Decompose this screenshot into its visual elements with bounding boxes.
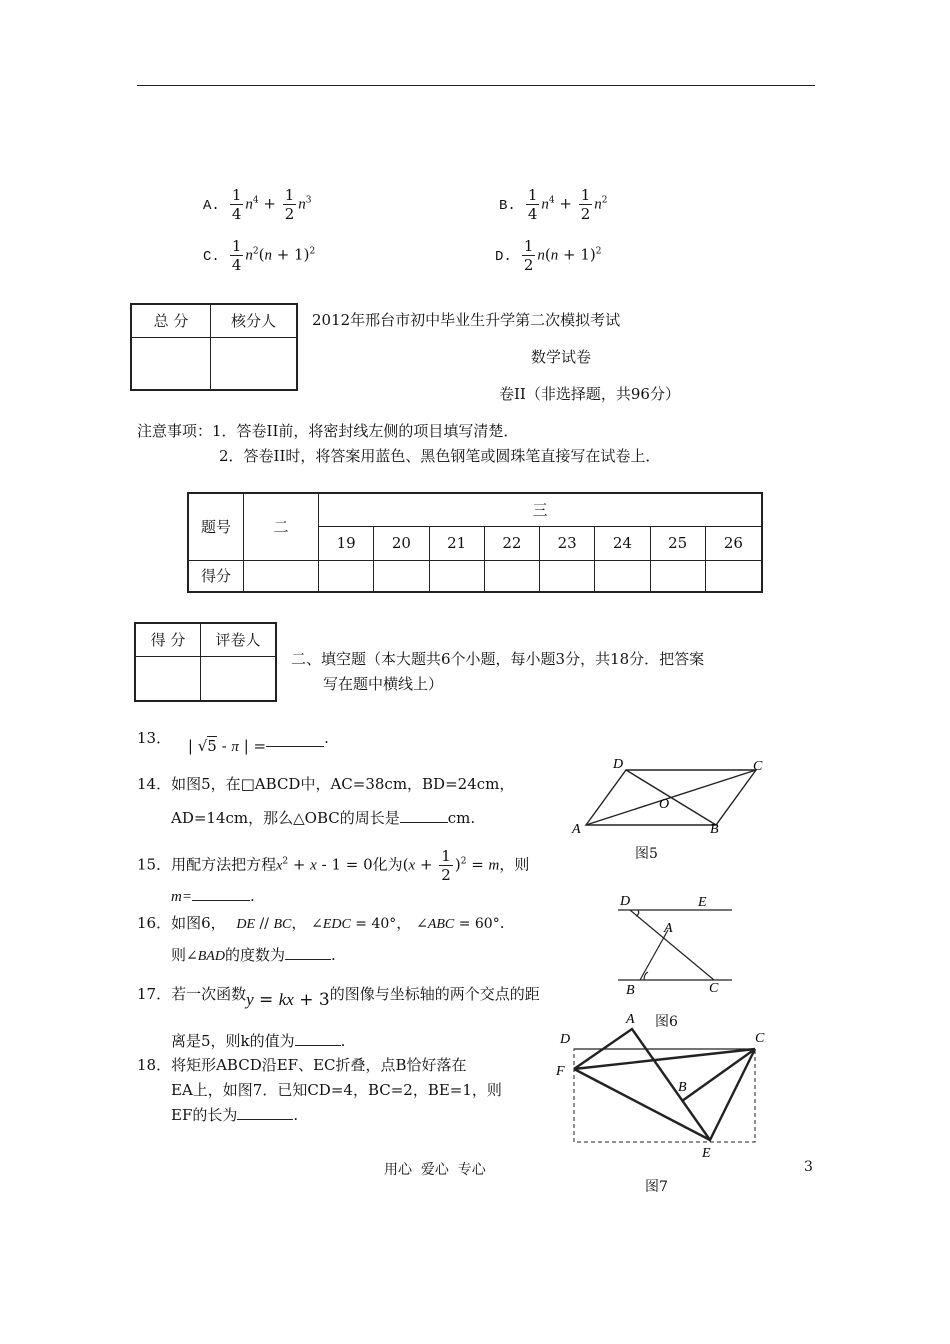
volume-title: 卷II（非选择题，共96分） bbox=[499, 385, 680, 403]
fig6-label-b: B bbox=[626, 983, 635, 996]
q15-line2: m= bbox=[171, 889, 192, 905]
q14-text-2: AD=14cm，那么△OBC的周长是 bbox=[171, 809, 400, 827]
score-cell-25[interactable] bbox=[650, 560, 705, 592]
grader-table bbox=[134, 622, 277, 702]
section2-header: 二 bbox=[244, 493, 319, 560]
q18-text-3: EF的长为 bbox=[171, 1106, 238, 1124]
q16-line2-post: 的度数为 bbox=[224, 946, 285, 964]
notes-line1 bbox=[137, 420, 518, 441]
q14-number: 14． bbox=[137, 775, 172, 793]
fig6-label-d: D bbox=[620, 894, 631, 909]
q15-answer-blank[interactable] bbox=[192, 900, 250, 901]
q16-answer-blank[interactable] bbox=[285, 959, 331, 960]
qcol-21: 21 bbox=[429, 526, 484, 560]
fig6-label-e: E bbox=[698, 895, 707, 910]
qcol-20: 20 bbox=[374, 526, 429, 560]
fig7-segment-fe bbox=[574, 1069, 710, 1140]
fig5-caption: 图5 bbox=[635, 846, 658, 862]
fig7-label-d: D bbox=[560, 1032, 571, 1047]
qcol-19: 19 bbox=[319, 526, 374, 560]
fig6-segment-ab bbox=[640, 930, 668, 980]
notes-item2: 2．答卷II时，将答案用蓝色、黑色钢笔或圆珠笔直接写在试卷上． bbox=[219, 447, 661, 465]
fig7-segment-fc bbox=[574, 1049, 755, 1069]
q18-answer-blank[interactable] bbox=[237, 1119, 293, 1120]
score-cell-section2[interactable] bbox=[244, 560, 319, 592]
option-a-label: A. bbox=[203, 197, 220, 214]
q14-line2 bbox=[171, 807, 475, 828]
option-c: C. $\frac{1}{4}$ $n^2(n + 1)^2$ bbox=[203, 237, 316, 274]
total-score-table bbox=[130, 303, 298, 391]
q18-line2: EA上，如图7．已知CD=4，BC=2，BE=1，则 bbox=[171, 1081, 502, 1099]
fig7-label-f: F bbox=[556, 1064, 565, 1079]
q17-pre: 若一次函数 bbox=[171, 985, 247, 1003]
q14-text-1: 如图5，在□ABCD中，AC=38cm，BD=24cm， bbox=[171, 775, 515, 793]
score-cell-24[interactable] bbox=[595, 560, 650, 592]
q16-pre: 如图6， bbox=[171, 914, 226, 932]
qcol-26: 26 bbox=[705, 526, 762, 560]
fig5-label-c: C bbox=[753, 759, 763, 774]
q14-line1 bbox=[137, 773, 514, 794]
section2-heading-2: 写在题中横线上） bbox=[323, 675, 444, 693]
option-d-label: D. bbox=[495, 248, 512, 265]
header-rule bbox=[137, 85, 815, 86]
fig6-label-c: C bbox=[709, 981, 719, 996]
score-cell-21[interactable] bbox=[429, 560, 484, 592]
q14-unit: cm. bbox=[447, 809, 476, 827]
q15-mid: 化为 bbox=[372, 855, 403, 874]
q15-pre: 用配方法把方程 bbox=[171, 855, 277, 874]
q18-text-1: 将矩形ABCD沿EF、EC折叠，点B恰好落在 bbox=[171, 1056, 467, 1074]
score-cell-26[interactable] bbox=[705, 560, 762, 592]
score-cell-22[interactable] bbox=[484, 560, 539, 592]
fig7-label-e: E bbox=[702, 1146, 711, 1161]
checker-cell[interactable] bbox=[211, 337, 298, 390]
fig5-label-o: O bbox=[659, 797, 670, 812]
q18-line3: EF的长为 . bbox=[171, 1106, 299, 1124]
fig7-original-rectangle bbox=[574, 1049, 755, 1142]
fig5-label-d: D bbox=[613, 757, 624, 772]
section2-heading: 二、填空题（本大题共6个小题，每小题3分，共18分．把答案 bbox=[291, 650, 705, 668]
q18-line1 bbox=[137, 1054, 467, 1075]
qcol-25: 25 bbox=[650, 526, 705, 560]
q13-number: 13． bbox=[137, 729, 172, 747]
option-c-label: C. bbox=[203, 248, 220, 265]
q15-line2: m= . bbox=[171, 887, 255, 905]
score-cell-19[interactable] bbox=[319, 560, 374, 592]
fig7-label-a: A bbox=[626, 1012, 635, 1027]
q16-line1: 16．如图6， DE // BC， ∠EDC = 40°， ∠ABC = 60°. bbox=[137, 914, 505, 932]
figure-6 bbox=[610, 890, 740, 996]
grader-label: 评卷人 bbox=[201, 623, 277, 656]
q16-line2: 则∠BAD的度数为 . bbox=[171, 946, 336, 964]
fig7-label-b: B bbox=[678, 1080, 687, 1095]
figure-7 bbox=[550, 1005, 780, 1163]
score-cell-20[interactable] bbox=[374, 560, 429, 592]
total-score-cell[interactable] bbox=[131, 337, 211, 390]
fig5-label-b: B bbox=[710, 822, 719, 835]
footer-motto: 用心 爱心 专心 bbox=[384, 1162, 486, 1178]
option-b: B. $\frac{1}{4}$ $n^4$ + $\frac{1}{2}$ $n^2$ bbox=[499, 186, 608, 223]
q15-number: 15． bbox=[137, 855, 172, 874]
q17-line1: 17．若一次函数y = kx + 3的图像与坐标轴的两个交点的距 bbox=[137, 985, 540, 1010]
grader-cell[interactable] bbox=[201, 656, 277, 701]
fig6-caption: 图6 bbox=[655, 1014, 678, 1030]
score-cell-23[interactable] bbox=[540, 560, 595, 592]
q14-answer-blank[interactable] bbox=[400, 822, 448, 823]
q17-line2: 离是5，则k的值为 bbox=[171, 1032, 295, 1050]
qcol-22: 22 bbox=[484, 526, 539, 560]
q16-line2-pre: 则 bbox=[171, 946, 187, 964]
q15-line1: 15．用配方法把方程$x^2 + x - 1 = 0$化为(x + $\frac{1}{2}$ )$^2$ = m，则 bbox=[137, 847, 530, 884]
total-score-label: 总 分 bbox=[131, 304, 211, 337]
section3-header: 三 bbox=[319, 493, 763, 526]
option-b-label: B. bbox=[499, 197, 516, 214]
q17-line2: 离是5，则k的值为 . bbox=[171, 1032, 346, 1050]
qcol-24: 24 bbox=[595, 526, 650, 560]
q13-answer-blank[interactable] bbox=[266, 746, 324, 747]
figure-5 bbox=[570, 755, 770, 835]
score-grid bbox=[187, 492, 763, 593]
option-a: A. $\frac{1}{4}$ $n^4$ + $\frac{1}{2}$ $n^3$ bbox=[203, 186, 312, 223]
fig5-diagonal-bd bbox=[626, 770, 716, 825]
notes-prefix: 注意事项： bbox=[137, 422, 213, 440]
q13: 13． | √5 - π | = . bbox=[137, 729, 329, 755]
checker-label: 核分人 bbox=[211, 304, 298, 337]
notes-item1: 1．答卷II前，将密封线左侧的项目填写清楚． bbox=[212, 422, 519, 440]
qcol-23: 23 bbox=[540, 526, 595, 560]
exam-title: 2012年邢台市初中毕业生升学第二次模拟考试 bbox=[312, 311, 621, 329]
fig6-label-a: A bbox=[664, 921, 673, 936]
q17-number: 17． bbox=[137, 985, 172, 1003]
fig6-angle-b bbox=[644, 972, 648, 980]
page-number: 3 bbox=[804, 1159, 813, 1175]
fig7-caption: 图7 bbox=[645, 1179, 668, 1195]
q17-post: 的图像与坐标轴的两个交点的距 bbox=[329, 985, 540, 1003]
subject-title: 数学试卷 bbox=[531, 348, 592, 366]
fig7-label-c: C bbox=[755, 1031, 765, 1046]
q18-number: 18． bbox=[137, 1056, 172, 1074]
grader-score-cell[interactable] bbox=[135, 656, 201, 701]
q16-number: 16． bbox=[137, 914, 172, 932]
fig6-angle-d bbox=[636, 910, 639, 916]
score-label: 得分 bbox=[188, 560, 244, 592]
grader-score-label: 得 分 bbox=[135, 623, 201, 656]
fig5-label-a: A bbox=[572, 822, 581, 835]
q17-answer-blank[interactable] bbox=[295, 1045, 341, 1046]
qnum-label: 题号 bbox=[188, 493, 244, 560]
q15-post: ，则 bbox=[499, 855, 530, 874]
option-d: D. $\frac{1}{2}$ $n(n + 1)^2$ bbox=[495, 237, 602, 274]
